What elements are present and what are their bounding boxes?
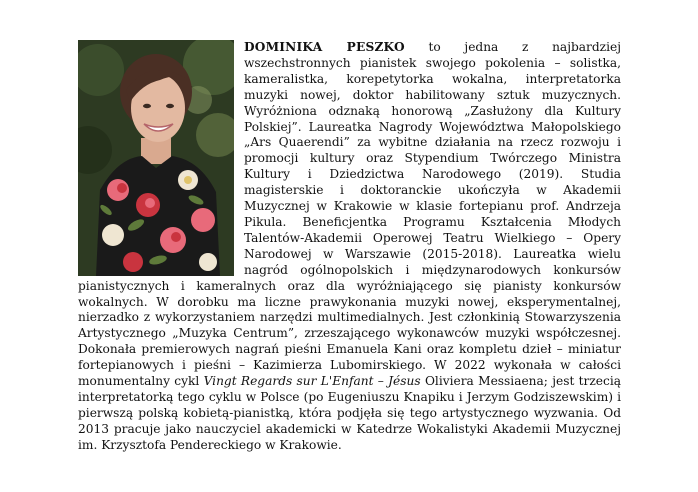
artist-name: DOMINIKA PESZKO	[244, 40, 405, 54]
bio-outro-text: Oliviera Messiaena; jest trzecią interpretatorką tego cyklu w Polsce (po Eugeniuszu Knapiku i Jerzym Godziszewskim) i pierwszą polską kobietą-pianistką, która podjęła się tego artystycznego wyzwania. Od 2013 pracuje jako nauczyciel akademicki w Katedrze Wokalistyki Akademii Muzycznej im. Krzysztofa Pendereckiego w Krakowie.	[78, 374, 621, 452]
portrait-photo	[78, 40, 234, 276]
portrait-image	[78, 40, 234, 276]
work-title: Vingt Regards sur L'Enfant – Jésus	[203, 374, 421, 389]
biography-document	[78, 40, 621, 454]
bio-intro-text: to jedna z najbardziej wszechstronnych pianistek swojego pokolenia – solistka, kameralistka, korepetytorka wokalna, interpretatorka muzyki nowej, doktor habilitowany sztuk muzycznych. Wyróżniona odznaką honorową „Zasłużony dla Kultury Polskiej”. Laureatka Nagrody Województwa Małopolskiego „Ars Quaerendi” za wybitne działania na rzecz rozwoju i promocji kultury oraz Stypendium Twórczego Ministra Kultury i Dziedzictwa Narodowego (2019). Studia magisterskie i doktoranckie ukończyła w Akademii Muzycznej w Krakowie w klasie fortepianu prof. Andrzeja Pikula. Beneficjentka Programu Kształcenia Młodych Talentów-Akademii Operowej Teatru Wielkiego – Opery Narodowej w Warszawie (2015-2018). Laureatka wielu nagród ogólnopolskich i międzynarodowych konkursów pianistycznych i kameralnych oraz dla wyróżniającego się pianisty konkursów wokalnych. W dorobku ma liczne prawykonania muzyki nowej, eksperymentalnej, nierzadko z wykorzystaniem narzędzi multimedialnych. Jest członkinią Stowarzyszenia Artystycznego „Muzyka Centrum”, zrzeszającego wykonawców muzyki współczesnej. Dokonała premierowych nagrań pieśni Emanuela Kani oraz kompletu dzieł – miniatur fortepianowych i pieśni – Kazimierza Lubomirskiego. W 2022 wykonała w całości monumentalny cykl	[78, 40, 621, 389]
